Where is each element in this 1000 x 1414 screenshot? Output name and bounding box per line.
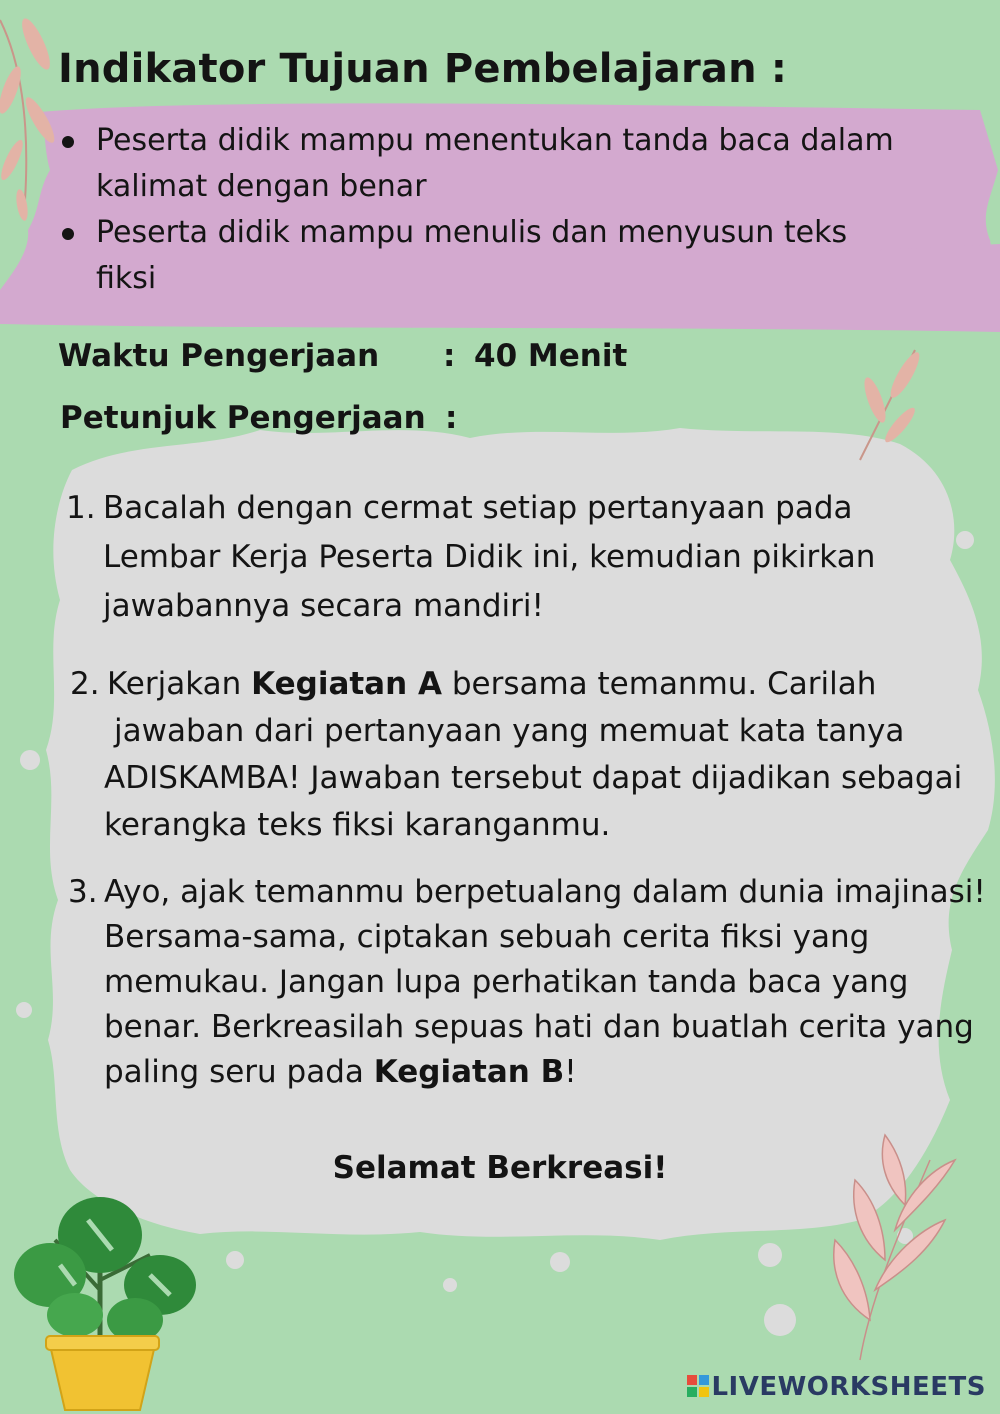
page-title: Indikator Tujuan Pembelajaran : [58, 46, 788, 92]
activity-a-label: Kegiatan A [251, 666, 442, 702]
liveworksheets-logo-icon [687, 1375, 709, 1397]
list-item: Peserta didik mampu menentukan tanda baca dalam kalimat dengan benar [96, 118, 894, 210]
step-number: 3. [68, 874, 98, 910]
time-label: Waktu Pengerjaan [58, 338, 380, 374]
brand-watermark[interactable]: LIVEWORKSHEETS [687, 1372, 986, 1402]
monstera-plant-icon [14, 1197, 196, 1410]
step-number: 2. [70, 666, 100, 702]
time-value: 40 Menit [474, 338, 628, 374]
step-number: 1. [66, 490, 96, 526]
time-separator: : [443, 338, 456, 374]
activity-b-label: Kegiatan B [373, 1054, 565, 1090]
instructions-label: Petunjuk Pengerjaan [60, 400, 426, 436]
list-item: Peserta didik mampu menulis dan menyusun teks fiksi [96, 210, 847, 302]
closing-message: Selamat Berkreasi! [332, 1150, 668, 1186]
bullet-icon [62, 228, 74, 240]
bullet-icon [62, 136, 74, 148]
instructions-separator: : [445, 400, 458, 436]
